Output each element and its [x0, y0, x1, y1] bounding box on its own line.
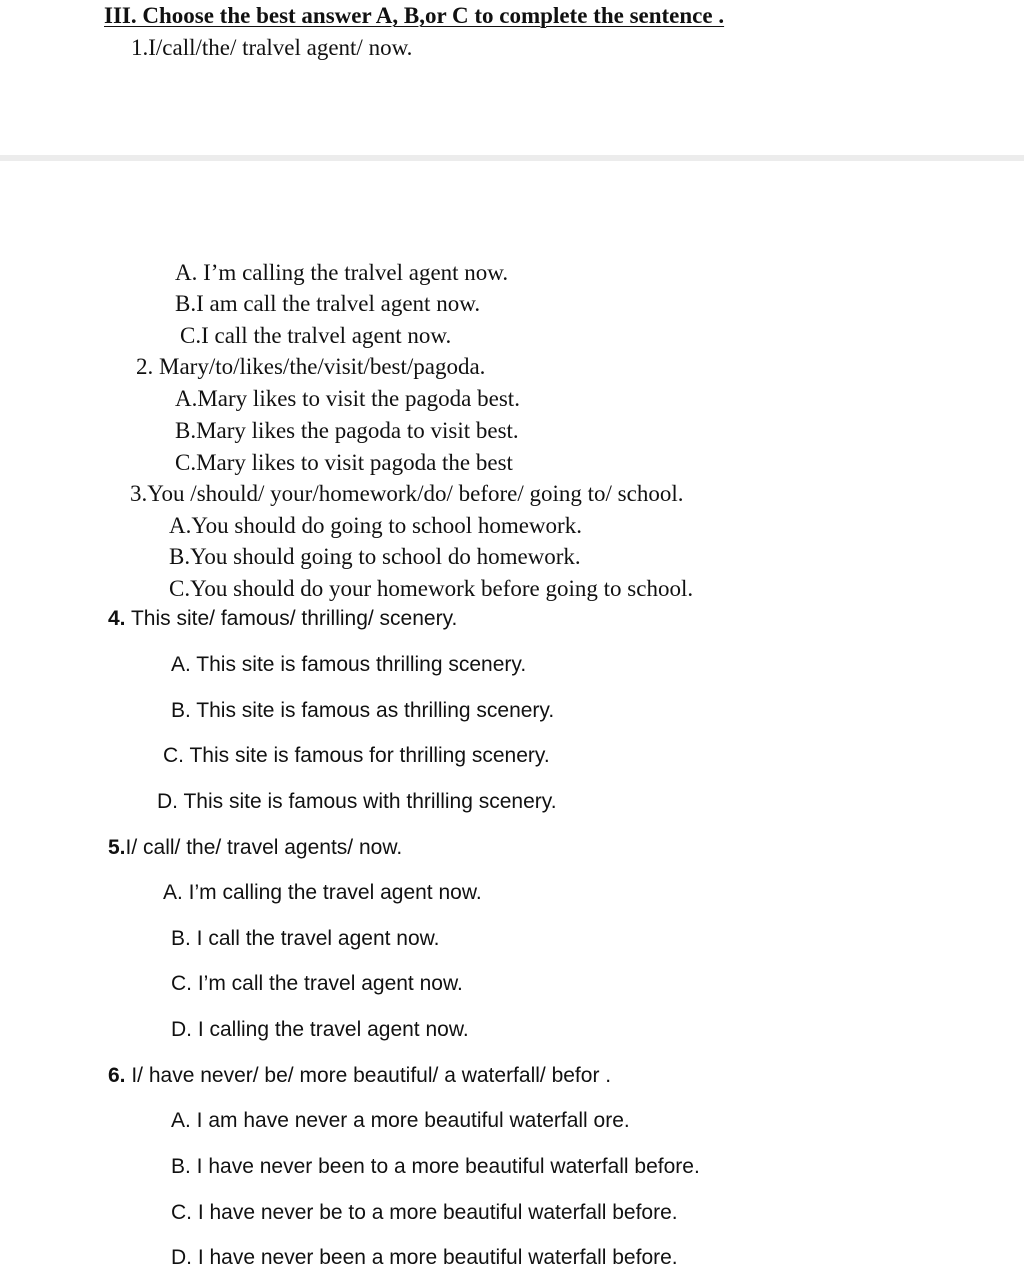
question-2-option-c: C.Mary likes to visit pagoda the best — [175, 450, 513, 475]
question-5-text: I/ call/ the/ travel agents/ now. — [125, 836, 403, 859]
question-3-option-c: C.You should do your homework before going to school. — [169, 576, 694, 601]
question-5-option-b: B. I call the travel agent now. — [171, 927, 440, 950]
question-1-option-a: A. I’m calling the tralvel agent now. — [175, 260, 509, 285]
obscured-text-patch — [668, 1108, 692, 1134]
question-4-option-b: B. This site is famous as thrilling scenery. — [171, 699, 555, 722]
question-2-option-a: A.Mary likes to visit the pagoda best. — [175, 386, 520, 411]
question-5-prompt — [108, 837, 402, 858]
question-3-option-a: A.You should do going to school homework. — [169, 513, 582, 538]
question-6-number: 6. — [108, 1064, 126, 1087]
question-4-option-c: C. This site is famous for thrilling scenery. — [163, 744, 550, 767]
question-4-prompt — [108, 608, 457, 629]
page-divider — [0, 155, 1024, 161]
question-5-number: 5. — [108, 836, 126, 859]
question-1-prompt: 1.I/call/the/ tralvel agent/ now. — [131, 35, 413, 60]
question-6-prompt — [108, 1065, 611, 1086]
question-4-number: 4. — [108, 607, 126, 630]
question-5-option-a: A. I’m calling the travel agent now. — [163, 881, 482, 904]
question-4-option-d: D. This site is famous with thrilling scenery. — [157, 790, 557, 813]
question-3-prompt: 3.You /should/ your/homework/do/ before/ going to/ school. — [130, 481, 684, 506]
question-6-text: I/ have never/ be/ more beautiful/ a waterfall/ befor . — [125, 1064, 612, 1087]
question-2-option-b: B.Mary likes the pagoda to visit best. — [175, 418, 519, 443]
question-3-option-b: B.You should going to school do homework. — [169, 544, 581, 569]
question-4-text: This site/ famous/ thrilling/ scenery. — [125, 607, 458, 630]
section-heading: III. Choose the best answer A, B,or C to complete the sentence . — [104, 3, 725, 28]
question-6-option-d: D. I have never been a more beautiful waterfall before. — [171, 1246, 678, 1269]
question-5-option-c: C. I’m call the travel agent now. — [171, 972, 463, 995]
question-5-option-d: D. I calling the travel agent now. — [171, 1018, 469, 1041]
question-1-option-c: C.I call the tralvel agent now. — [180, 323, 452, 348]
question-2-prompt: 2. Mary/to/likes/the/visit/best/pagoda. — [136, 354, 486, 379]
question-1-option-b: B.I am call the tralvel agent now. — [175, 291, 481, 316]
question-6-option-b: B. I have never been to a more beautiful waterfall before. — [171, 1155, 700, 1178]
question-6-option-a: A. I am have never a more beautiful waterfall ore. — [171, 1109, 630, 1132]
question-4-option-a: A. This site is famous thrilling scenery. — [171, 653, 527, 676]
question-6-option-c: C. I have never be to a more beautiful waterfall before. — [171, 1201, 678, 1224]
